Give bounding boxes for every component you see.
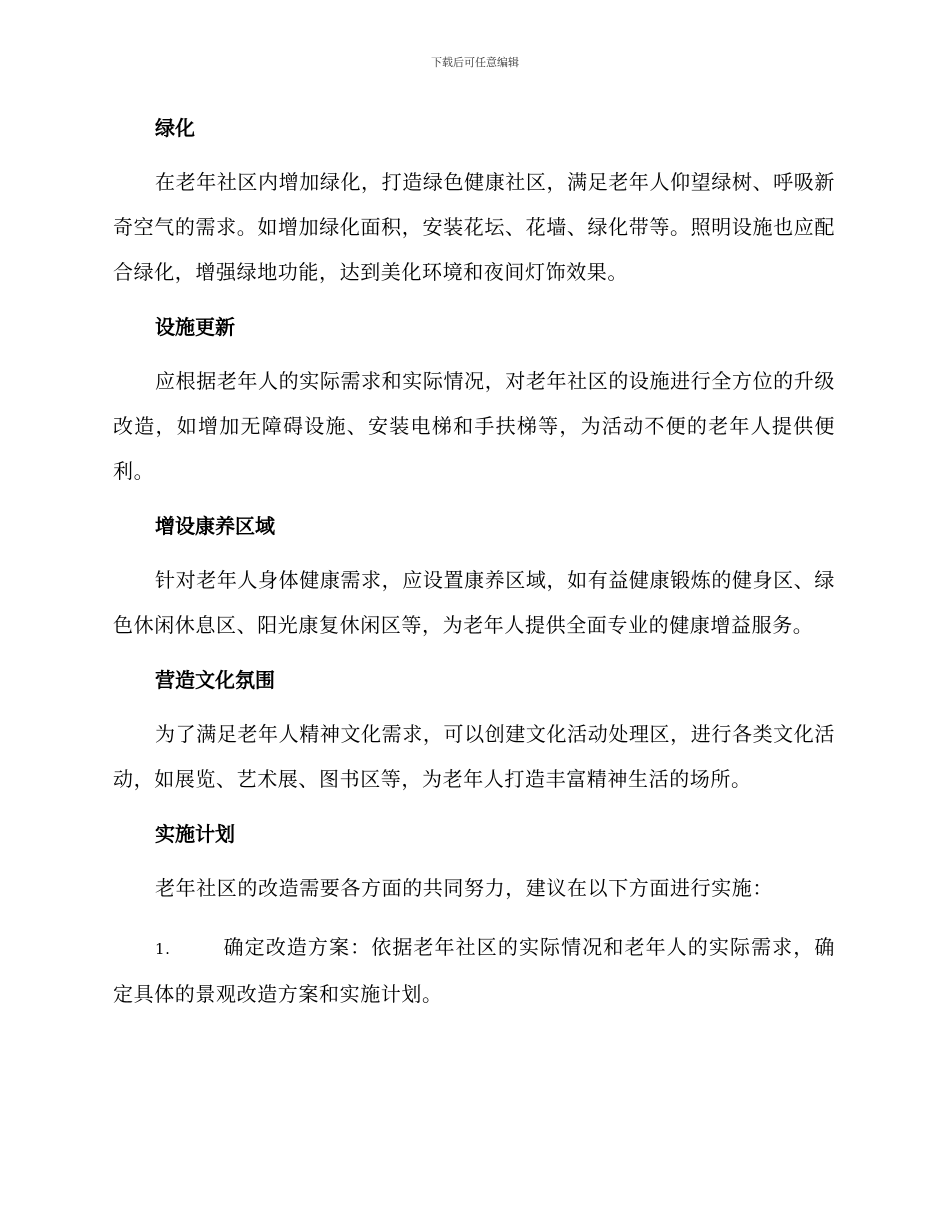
section-heading-implementation-plan: 实施计划 <box>155 822 235 846</box>
section-paragraph-facility-update: 应根据老年人的实际需求和实际情况，对老年社区的设施进行全方位的升级改造，如增加无障碍设施、安装电梯和手扶梯等，为活动不便的老年人提供便利。 <box>113 369 835 483</box>
list-item <box>113 925 835 1017</box>
section-heading-greening: 绿化 <box>155 116 195 140</box>
section-paragraph-wellness-area: 针对老年人身体健康需求，应设置康养区域，如有益健康锻炼的健身区、绿色休闲休息区、阳光康复休闲区等，为老年人提供全面专业的健康增益服务。 <box>113 568 835 637</box>
section-heading-facility-update: 设施更新 <box>155 315 235 339</box>
list-item-text: 确定改造方案：依据老年社区的实际情况和老年人的实际需求，确定具体的景观改造方案和实施计划。 <box>113 935 835 1006</box>
section-paragraph-greening: 在老年社区内增加绿化，打造绿色健康社区，满足老年人仰望绿树、呼吸新奇空气的需求。如增加绿化面积，安装花坛、花墙、绿化带等。照明设施也应配合绿化，增强绿地功能，达到美化环境和夜间灯饰效果。 <box>113 170 835 284</box>
section-heading-wellness-area: 增设康养区域 <box>155 514 275 538</box>
header-note: 下载后可任意编辑 <box>431 56 519 69</box>
section-paragraph-implementation-plan: 老年社区的改造需要各方面的共同努力，建议在以下方面进行实施： <box>155 876 773 900</box>
section-heading-culture: 营造文化氛围 <box>155 668 275 692</box>
section-paragraph-culture: 为了满足老年人精神文化需求，可以创建文化活动处理区，进行各类文化活动，如展览、艺术展、图书区等，为老年人打造丰富精神生活的场所。 <box>113 722 835 791</box>
document-body <box>113 110 835 1017</box>
list-item-number: 1. <box>155 940 171 958</box>
